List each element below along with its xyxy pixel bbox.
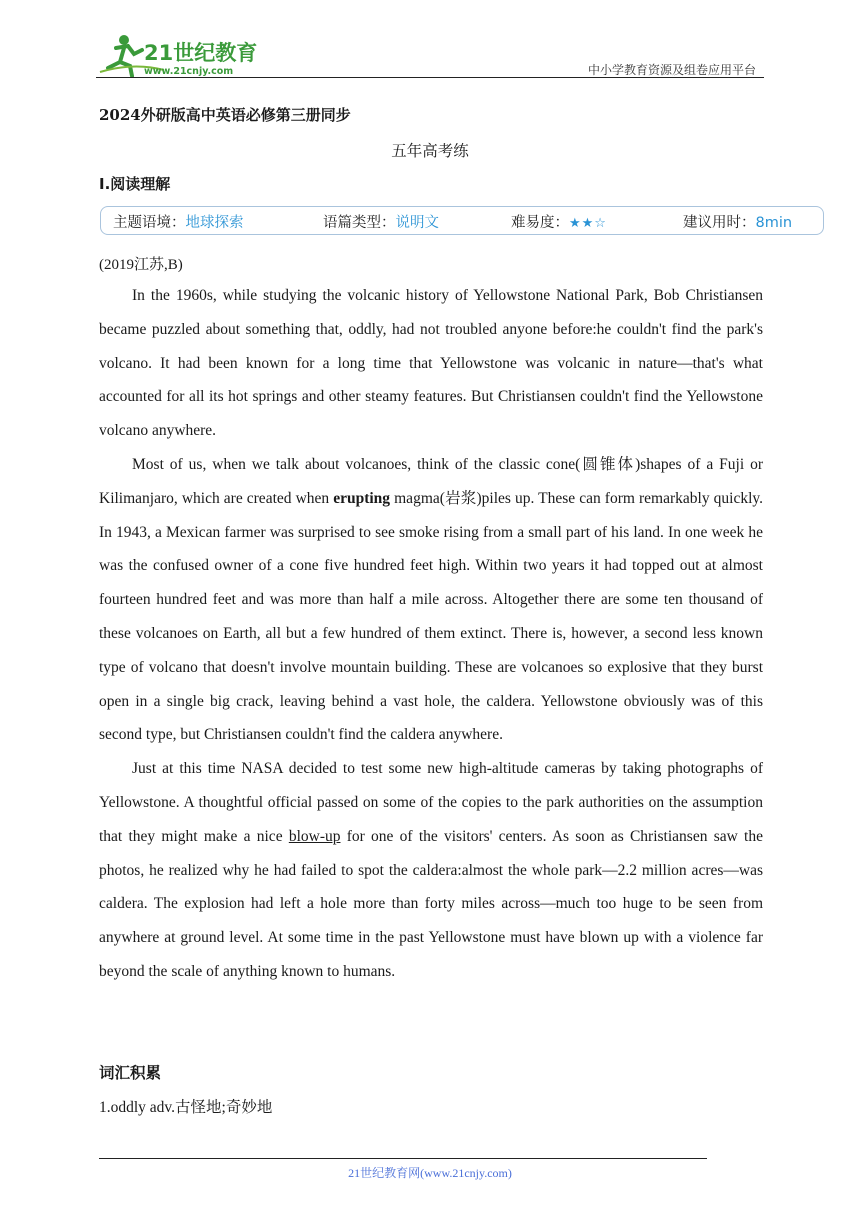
footer-text: 21世纪教育网(www.21cnjy.com): [348, 1166, 512, 1180]
header-divider: [96, 77, 764, 78]
running-man-logo-icon: [94, 32, 264, 78]
vocab-heading: 词汇积累: [99, 1064, 162, 1082]
difficulty-info: [511, 211, 607, 232]
difficulty-stars-icon: ★★☆: [569, 216, 607, 231]
series-title: 2024外研版高中英语必修第三册同步: [99, 106, 351, 124]
svg-text:www.21cnjy.com: www.21cnjy.com: [144, 66, 234, 77]
page-header: [0, 0, 860, 80]
theme-value: 地球探索: [185, 215, 244, 231]
time-info: [683, 211, 792, 232]
genre-value: 说明文: [395, 215, 439, 231]
svg-text:21世纪教育: 21世纪教育: [144, 41, 258, 65]
passage-info-bar: [100, 206, 824, 235]
paragraph-2: Most of us, when we talk about volcanoes, think of the classic cone(圆锥体)shapes of a Fuji or Kilimanjaro, which are created when erupting magma(岩浆)piles up. These can form remarkably quickly. In 1943, a Mexican farmer was surprised to see smoke rising from a small part of his land. In one week he was the confused owner of a cone five hundred feet high. Within two years it had topped out at almost fourteen hundred feet and was more than half a mile across. Altogether there are some ten thousand of these volcanoes on Earth, all but a few hundred of them extinct. There is, however, a second less known type of volcano that doesn't involve mountain building. These are volcanoes so explosive that they burst open in a single big crack, leaving behind a vast hole, the caldera. Yellowstone obviously was of this second type, but Christiansen couldn't find the caldera anywhere.: [99, 455, 763, 744]
difficulty-label: 难易度：: [511, 215, 569, 231]
paragraph-1: In the 1960s, while studying the volcanic history of Yellowstone National Park, Bob Christiansen became puzzled about something that, oddly, had not troubled anyone before:he couldn't find the park's volcano. It had been known for a long time that Yellowstone was volcanic in nature—that's what accounted for all its hot springs and other steamy features. But Christiansen couldn't find the Yellowstone volcano anywhere.: [99, 287, 763, 440]
genre-label: 语篇类型：: [323, 215, 396, 231]
part-heading: Ⅰ.阅读理解: [99, 175, 171, 193]
footer-divider: [99, 1158, 707, 1159]
theme-info: [113, 211, 244, 232]
genre-info: [323, 211, 439, 232]
vocab-item: 1.oddly adv.古怪地;奇妙地: [99, 1099, 273, 1116]
time-value: 8min: [755, 215, 793, 231]
time-label: 建议用时：: [683, 215, 756, 231]
site-tagline: 中小学教育资源及组卷应用平台: [587, 63, 756, 77]
reading-passage: [99, 279, 763, 989]
theme-label: 主题语境：: [113, 215, 186, 231]
underlined-word: blow-up: [288, 827, 341, 845]
bold-word: erupting: [333, 489, 391, 507]
paragraph-3: Just at this time NASA decided to test some new high-altitude cameras by taking photographs of Yellowstone. A thoughtful official passed on some of the copies to the park authorities on the assumption that they might make a nice blow-up for one of the visitors' centers. As soon as Christiansen saw the photos, he realized why he had failed to spot the caldera:almost the whole park—2.2 million acres—was caldera. The explosion had left a hole more than forty miles across—much too huge to be seen from anywhere at ground level. At some time in the past Yellowstone must have blown up with a violence far beyond the scale of anything known to humans.: [99, 760, 763, 980]
site-logo: [94, 32, 264, 78]
passage-source: (2019江苏,B): [99, 257, 183, 273]
section-title: 五年高考练: [391, 142, 469, 160]
